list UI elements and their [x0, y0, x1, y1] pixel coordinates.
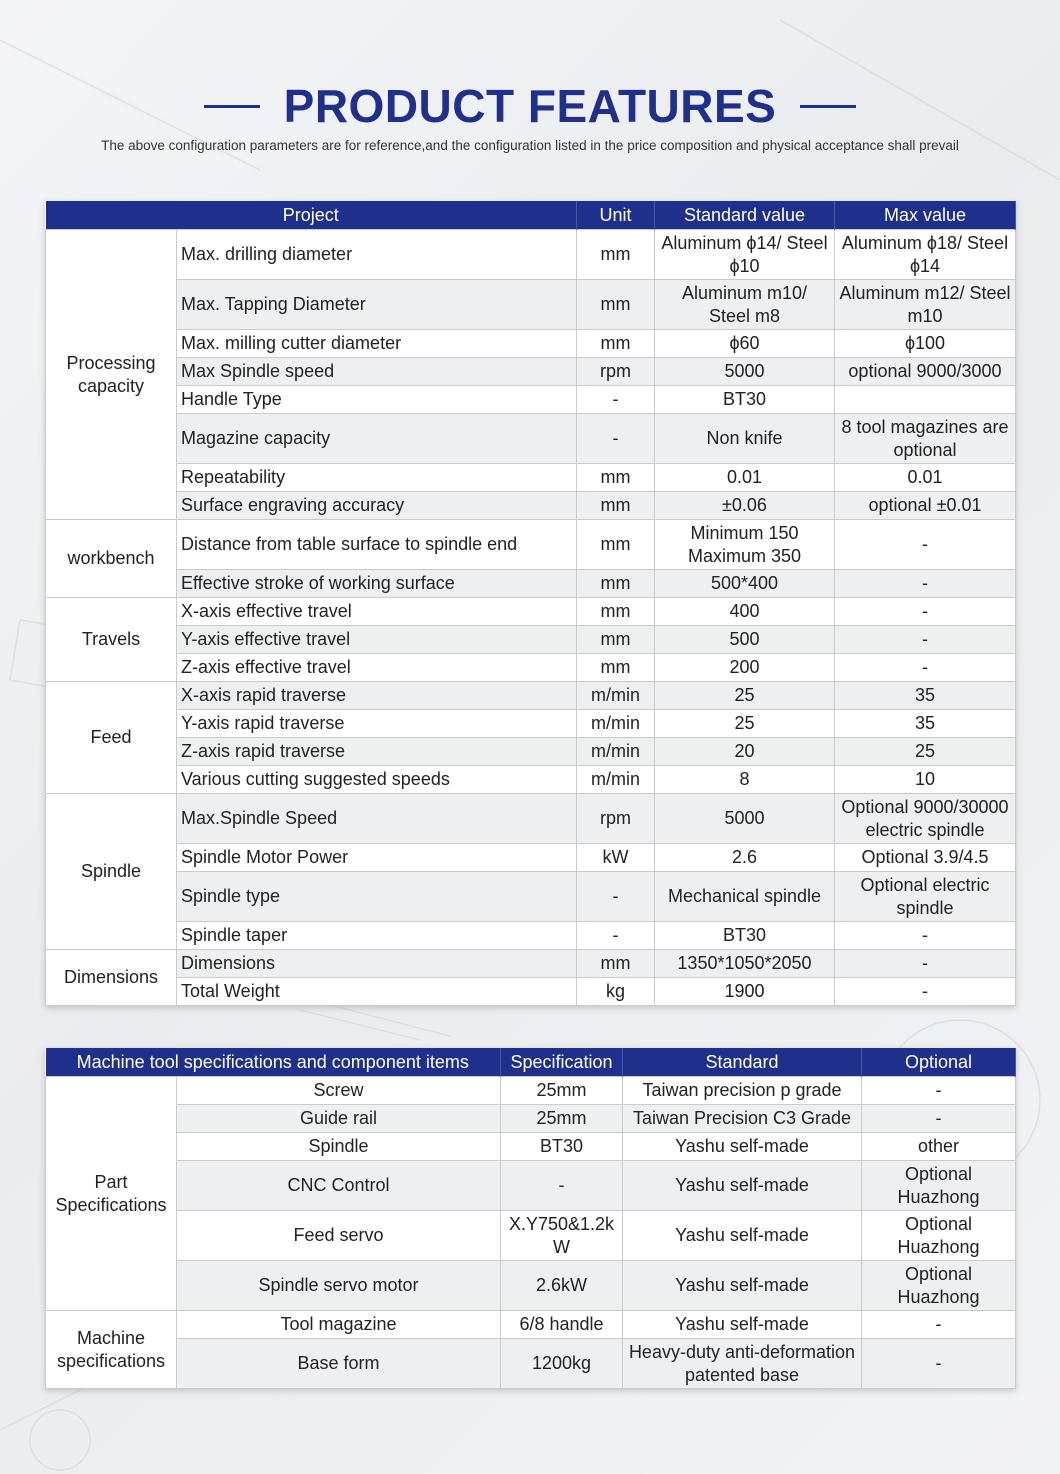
table-cell: -: [835, 598, 1016, 626]
table-cell: X-axis rapid traverse: [177, 682, 577, 710]
page-title: PRODUCT FEATURES: [283, 80, 777, 132]
table-row: [46, 1311, 1016, 1339]
table-cell: Distance from table surface to spindle end: [177, 520, 577, 570]
table-cell: 200: [655, 654, 835, 682]
header-cell: Machine tool specifications and component items: [46, 1048, 501, 1077]
table-cell: Various cutting suggested speeds: [177, 766, 577, 794]
title-line-right: [800, 105, 856, 108]
table-cell: Optional electric spindle: [835, 872, 1016, 922]
table-cell: -: [577, 386, 655, 414]
table-cell: Optional Huazhong: [862, 1211, 1016, 1261]
header-cell: Project: [46, 201, 577, 230]
table-cell: Optional 3.9/4.5: [835, 844, 1016, 872]
table-cell: 25mm: [501, 1077, 623, 1105]
table-cell: 5000: [655, 794, 835, 844]
table-cell: Screw: [177, 1077, 501, 1105]
table-cell: Spindle taper: [177, 922, 577, 950]
table-cell: -: [862, 1339, 1016, 1389]
table-cell: Aluminum ϕ14/ Steel ϕ10: [655, 230, 835, 280]
table-cell: Heavy-duty anti-deformation patented base: [623, 1339, 862, 1389]
table-cell: mm: [577, 492, 655, 520]
table-row: [46, 464, 1016, 492]
table-cell: Optional Huazhong: [862, 1161, 1016, 1211]
table-cell: -: [835, 654, 1016, 682]
table-cell: Z-axis effective travel: [177, 654, 577, 682]
table-cell: Aluminum m12/ Steel m10: [835, 280, 1016, 330]
table-cell: Magazine capacity: [177, 414, 577, 464]
table-cell: Total Weight: [177, 978, 577, 1006]
machine-parameters-table: [45, 201, 1016, 1006]
group-label: Travels: [46, 598, 177, 682]
table-row: [46, 872, 1016, 922]
table-cell: mm: [577, 654, 655, 682]
table-cell: BT30: [501, 1133, 623, 1161]
table-cell: Y-axis effective travel: [177, 626, 577, 654]
table-cell: Optional Huazhong: [862, 1261, 1016, 1311]
table-cell: -: [862, 1077, 1016, 1105]
table-cell: -: [835, 520, 1016, 570]
table-cell: Yashu self-made: [623, 1311, 862, 1339]
table-row: [46, 330, 1016, 358]
table-cell: Minimum 150 Maximum 350: [655, 520, 835, 570]
header-cell: Unit: [577, 201, 655, 230]
table-cell: 2.6kW: [501, 1261, 623, 1311]
title-line-left: [204, 105, 260, 108]
table-cell: Spindle Motor Power: [177, 844, 577, 872]
table-row: [46, 1339, 1016, 1389]
table-cell: mm: [577, 230, 655, 280]
table-cell: Max. Tapping Diameter: [177, 280, 577, 330]
table-row: [46, 978, 1016, 1006]
table-cell: -: [577, 922, 655, 950]
table-cell: Surface engraving accuracy: [177, 492, 577, 520]
table-row: [46, 950, 1016, 978]
table-cell: Taiwan Precision C3 Grade: [623, 1105, 862, 1133]
table-cell: Handle Type: [177, 386, 577, 414]
table-cell: Yashu self-made: [623, 1261, 862, 1311]
table-cell: mm: [577, 626, 655, 654]
table-cell: -: [501, 1161, 623, 1211]
table-cell: m/min: [577, 710, 655, 738]
table-row: [46, 738, 1016, 766]
table-cell: 500*400: [655, 570, 835, 598]
table-cell: 0.01: [655, 464, 835, 492]
header-cell: Optional: [862, 1048, 1016, 1077]
table-cell: rpm: [577, 358, 655, 386]
table-cell: 8: [655, 766, 835, 794]
table-row: [46, 654, 1016, 682]
page-header: [0, 78, 1060, 153]
table-row: [46, 766, 1016, 794]
table-row: [46, 794, 1016, 844]
table-cell: mm: [577, 570, 655, 598]
table-cell: 5000: [655, 358, 835, 386]
table-cell: Repeatability: [177, 464, 577, 492]
table-row: [46, 386, 1016, 414]
table-cell: mm: [577, 464, 655, 492]
table-cell: 35: [835, 710, 1016, 738]
table-cell: mm: [577, 330, 655, 358]
table-cell: Yashu self-made: [623, 1161, 862, 1211]
table-row: [46, 358, 1016, 386]
table-row: [46, 414, 1016, 464]
table-cell: ϕ100: [835, 330, 1016, 358]
header-cell: Specification: [501, 1048, 623, 1077]
table-cell: CNC Control: [177, 1161, 501, 1211]
table-row: [46, 710, 1016, 738]
table-cell: -: [862, 1105, 1016, 1133]
table-row: [46, 280, 1016, 330]
table-cell: 25mm: [501, 1105, 623, 1133]
table-cell: 500: [655, 626, 835, 654]
table-cell: Z-axis rapid traverse: [177, 738, 577, 766]
table-cell: Mechanical spindle: [655, 872, 835, 922]
table-cell: 20: [655, 738, 835, 766]
table-cell: Spindle servo motor: [177, 1261, 501, 1311]
table-cell: 35: [835, 682, 1016, 710]
table-row: [46, 1261, 1016, 1311]
table-cell: -: [835, 978, 1016, 1006]
table-cell: 1900: [655, 978, 835, 1006]
table-cell: -: [835, 922, 1016, 950]
table-cell: 8 tool magazines are optional: [835, 414, 1016, 464]
table-cell: mm: [577, 280, 655, 330]
table-cell: Max Spindle speed: [177, 358, 577, 386]
table-cell: Dimensions: [177, 950, 577, 978]
table-cell: 1350*1050*2050: [655, 950, 835, 978]
group-label: Feed: [46, 682, 177, 794]
table-cell: ±0.06: [655, 492, 835, 520]
component-spec-table: [45, 1048, 1016, 1389]
table-cell: X-axis effective travel: [177, 598, 577, 626]
table-cell: Spindle: [177, 1133, 501, 1161]
table-cell: -: [862, 1311, 1016, 1339]
table-cell: ϕ60: [655, 330, 835, 358]
table-cell: BT30: [655, 386, 835, 414]
group-label: Machine specifications: [46, 1311, 177, 1389]
group-label: Part Specifications: [46, 1077, 177, 1311]
table-cell: Aluminum ϕ18/ Steel ϕ14: [835, 230, 1016, 280]
table-cell: 400: [655, 598, 835, 626]
table-row: [46, 492, 1016, 520]
page-subtitle: The above configuration parameters are for reference,and the configuration listed in the price composition and physical acceptance shall prevail: [101, 138, 959, 153]
table-cell: Non knife: [655, 414, 835, 464]
table-cell: -: [577, 414, 655, 464]
table-cell: mm: [577, 950, 655, 978]
table-row: [46, 1105, 1016, 1133]
table-cell: Y-axis rapid traverse: [177, 710, 577, 738]
header-cell: Max value: [835, 201, 1016, 230]
table-row: [46, 1211, 1016, 1261]
table-row: [46, 230, 1016, 280]
table-cell: Effective stroke of working surface: [177, 570, 577, 598]
table-cell: Spindle type: [177, 872, 577, 922]
table-cell: 6/8 handle: [501, 1311, 623, 1339]
table-cell: optional ±0.01: [835, 492, 1016, 520]
table-cell: Tool magazine: [177, 1311, 501, 1339]
table-cell: BT30: [655, 922, 835, 950]
table-row: [46, 922, 1016, 950]
table-row: [46, 682, 1016, 710]
table-cell: m/min: [577, 738, 655, 766]
table-cell: Max. milling cutter diameter: [177, 330, 577, 358]
table-cell: Guide rail: [177, 1105, 501, 1133]
group-label: Processing capacity: [46, 230, 177, 520]
table-cell: Optional 9000/30000 electric spindle: [835, 794, 1016, 844]
table-cell: mm: [577, 520, 655, 570]
table-cell: -: [835, 570, 1016, 598]
table-cell: mm: [577, 598, 655, 626]
table-row: [46, 844, 1016, 872]
table-cell: 2.6: [655, 844, 835, 872]
table-cell: Taiwan precision p grade: [623, 1077, 862, 1105]
header-cell: Standard: [623, 1048, 862, 1077]
group-label: Dimensions: [46, 950, 177, 1006]
table-cell: Aluminum m10/ Steel m8: [655, 280, 835, 330]
table-cell: 25: [655, 710, 835, 738]
table-row: [46, 598, 1016, 626]
group-label: workbench: [46, 520, 177, 598]
table-cell: m/min: [577, 682, 655, 710]
table-cell: rpm: [577, 794, 655, 844]
table-cell: kg: [577, 978, 655, 1006]
table-cell: 25: [835, 738, 1016, 766]
table-cell: -: [577, 872, 655, 922]
table-row: [46, 570, 1016, 598]
table-cell: -: [835, 626, 1016, 654]
table-cell: 0.01: [835, 464, 1016, 492]
table-cell: Yashu self-made: [623, 1133, 862, 1161]
header-cell: Standard value: [655, 201, 835, 230]
table-cell: Feed servo: [177, 1211, 501, 1261]
table-cell: Yashu self-made: [623, 1211, 862, 1261]
group-label: Spindle: [46, 794, 177, 950]
table-cell: 1200kg: [501, 1339, 623, 1389]
table-cell: -: [835, 950, 1016, 978]
table-cell: other: [862, 1133, 1016, 1161]
table-cell: Max. drilling diameter: [177, 230, 577, 280]
table-cell: m/min: [577, 766, 655, 794]
table-cell: Base form: [177, 1339, 501, 1389]
table-row: [46, 1161, 1016, 1211]
table-cell: [835, 386, 1016, 414]
table-row: [46, 1133, 1016, 1161]
table-cell: 10: [835, 766, 1016, 794]
table-row: [46, 1077, 1016, 1105]
table-row: [46, 626, 1016, 654]
table-row: [46, 520, 1016, 570]
table-cell: kW: [577, 844, 655, 872]
table-cell: 25: [655, 682, 835, 710]
table-cell: optional 9000/3000: [835, 358, 1016, 386]
table-cell: Max.Spindle Speed: [177, 794, 577, 844]
table-cell: X.Y750&1.2k W: [501, 1211, 623, 1261]
